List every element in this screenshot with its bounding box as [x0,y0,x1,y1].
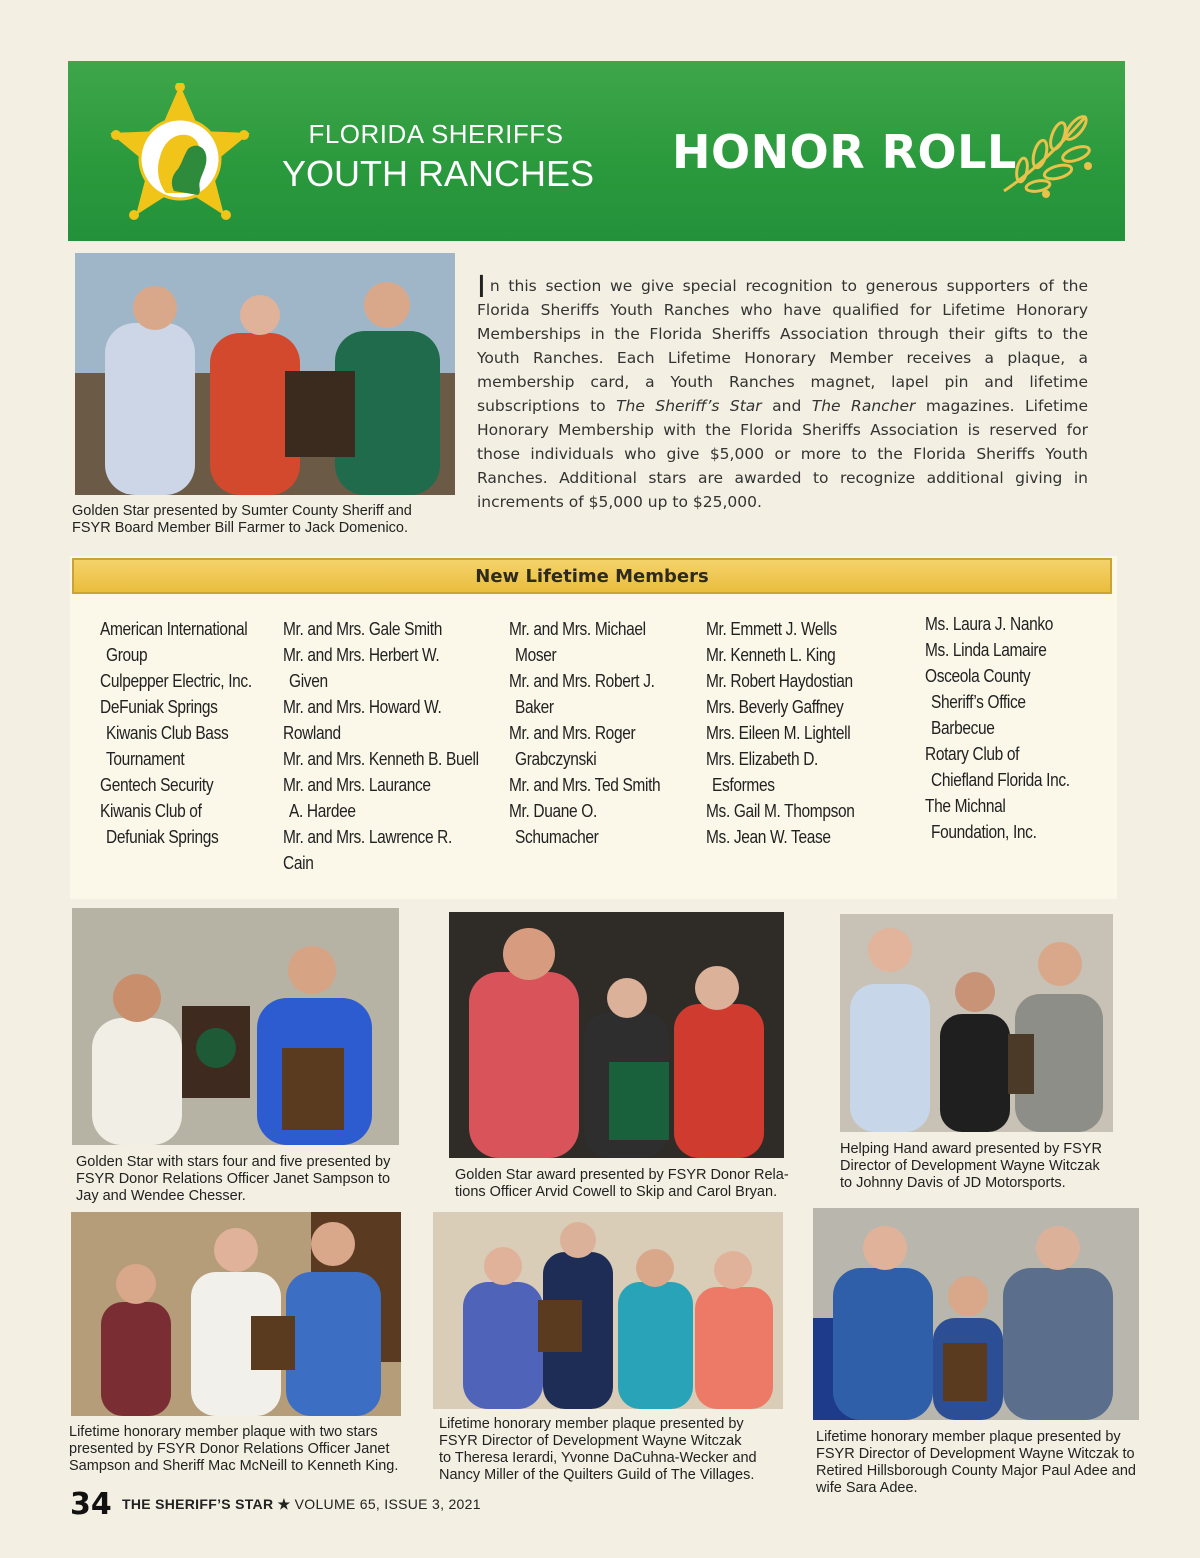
new-lifetime-members-box [70,556,1117,899]
members-column-5 [925,611,1070,845]
page-title: HONOR ROLL [672,125,1017,179]
photo-bryan [449,912,784,1158]
member-name: The Michnal [925,796,1006,816]
member-name: Tournament [106,749,185,769]
member-name: Mr. and Mrs. Herbert W. [283,645,440,665]
magazine-title: The Rancher [811,397,916,415]
issue-info: VOLUME 65, ISSUE 3, 2021 [294,1496,481,1512]
members-column-2 [283,616,479,876]
member-name: Sheriff’s Office [931,692,1026,712]
members-title: New Lifetime Members [475,566,709,587]
member-name: Grabczynski [515,749,597,769]
member-name: A. Hardee [289,801,356,821]
magazine-title: The Sheriff’s Star [616,397,762,415]
page-number: 34 [70,1487,112,1522]
member-name: Cain [283,853,314,873]
member-name: Ms. Laura J. Nanko [925,614,1054,634]
member-name: Moser [515,645,557,665]
member-name: Mr. and Mrs. Howard W. [283,697,442,717]
members-header-bar [72,558,1112,594]
member-name: Rotary Club of [925,744,1020,764]
intro-paragraph: In this section we give special recognition to generous supporters of the Florida Sheriffs Youth Ranches who have qualified for Lifetime Honorary Memberships in the Florida Sheriffs Association through their gifts to the Youth Ranches. Each Lifetime Honorary Member receives a plaque, a membership card, a Youth Ranches magnet, lapel pin and lifetime subscriptions to The Sheriff’s Star and The Rancher magazines. Lifetime Honorary Membership with the Florida Sheriffs Association is reserved for those individuals who give $5,000 or more to the Florida Sheriffs Youth Ranches. Additional stars are awarded to recognize additional giving in increments of $5,000 up to $25,000. [477,270,1089,511]
member-name: Rowland [283,723,341,743]
org-name-line1: FLORIDA SHERIFFS [308,119,564,149]
member-name: Mrs. Eileen M. Lightell [706,723,851,743]
photo-jd-motorsports [840,914,1113,1132]
member-name: Baker [515,697,554,717]
sheriff-star-logo-icon [108,83,253,223]
photo-caption: Lifetime honorary member plaque with two stars presented by FSYR Donor Relations Officer Janet Sampson and Sheriff Mac McNeill to Kenneth King. [69,1424,399,1474]
member-name: Gentech Security [100,775,214,795]
members-column-4 [706,616,855,850]
member-name: Mr. and Mrs. Laurance [283,775,431,795]
members-column-3 [509,616,660,850]
org-name-line2: YOUTH RANCHES [281,153,595,194]
member-name: Mr. and Mrs. Kenneth B. Buell [283,749,479,769]
member-name: Mr. and Mrs. Lawrence R. [283,827,452,847]
member-name: Mr. and Mrs. Robert J. [509,671,655,691]
member-name: Chiefland Florida Inc. [931,770,1070,790]
photo-jack-domenico [75,253,455,495]
member-name: Ms. Linda Lamaire [925,640,1047,660]
member-name: Mr. and Mrs. Ted Smith [509,775,661,795]
member-name: Mrs. Elizabeth D. [706,749,819,769]
member-name: Mr. Emmett J. Wells [706,619,837,639]
member-name: Kiwanis Club of [100,801,202,821]
member-name: Mr. Robert Haydostian [706,671,853,691]
laurel-branch-icon [996,106,1096,201]
star-separator-icon: ★ [277,1496,291,1512]
member-name: Osceola County [925,666,1031,686]
photo-caption: Lifetime honorary member plaque presented by FSYR Director of Development Wayne Witczak to Retired Hillsborough County Major Paul Adee and wife Sara Adee. [816,1429,1136,1496]
member-name: Ms. Gail M. Thompson [706,801,855,821]
photo-caption: Golden Star award presented by FSYR Donor Rela- tions Officer Arvid Cowell to Skip and Carol Bryan. [455,1167,789,1200]
photo-caption: Golden Star with stars four and five presented by FSYR Donor Relations Officer Janet Sampson to Jay and Wendee Chesser. [76,1154,391,1204]
members-column-1 [100,616,252,850]
member-name: Mr. and Mrs. Michael [509,619,646,639]
footer-publication-line [122,1496,481,1513]
photo-kenneth-king [71,1212,401,1416]
header-banner [68,61,1125,241]
member-name: Mr. and Mrs. Gale Smith [283,619,442,639]
member-name: Esformes [712,775,775,795]
member-name: DeFuniak Springs [100,697,218,717]
member-name: Mr. Kenneth L. King [706,645,836,665]
member-name: American International [100,619,248,639]
photo-caption: Lifetime honorary member plaque presented by FSYR Director of Development Wayne Witczak to Theresa Ierardi, Yvonne DaCuhna-Wecker and Nancy Miller of the Quilters Guild of The Villages. [439,1416,757,1483]
member-name: Mr. and Mrs. Roger [509,723,636,743]
member-name: Given [289,671,328,691]
member-name: Foundation, Inc. [931,822,1037,842]
member-name: Kiwanis Club Bass [106,723,229,743]
member-name: Group [106,645,148,665]
member-name: Barbecue [931,718,995,738]
member-name: Culpepper Electric, Inc. [100,671,252,691]
member-name: Mrs. Beverly Gaffney [706,697,844,717]
photo-caption: Helping Hand award presented by FSYR Director of Development Wayne Witczak to Johnny Davis of JD Motorsports. [840,1141,1102,1191]
photo-quilters-guild [433,1212,783,1409]
member-name: Mr. Duane O. [509,801,597,821]
dropcap: I [477,270,486,305]
photo-adee [813,1208,1139,1420]
top-photo-caption: Golden Star presented by Sumter County Sheriff and FSYR Board Member Bill Farmer to Jack Domenico. [72,503,412,536]
photo-chesser [72,908,399,1145]
member-name: Schumacher [515,827,599,847]
member-name: Ms. Jean W. Tease [706,827,831,847]
publication-name: THE SHERIFF’S STAR [122,1496,274,1512]
member-name: Defuniak Springs [106,827,219,847]
